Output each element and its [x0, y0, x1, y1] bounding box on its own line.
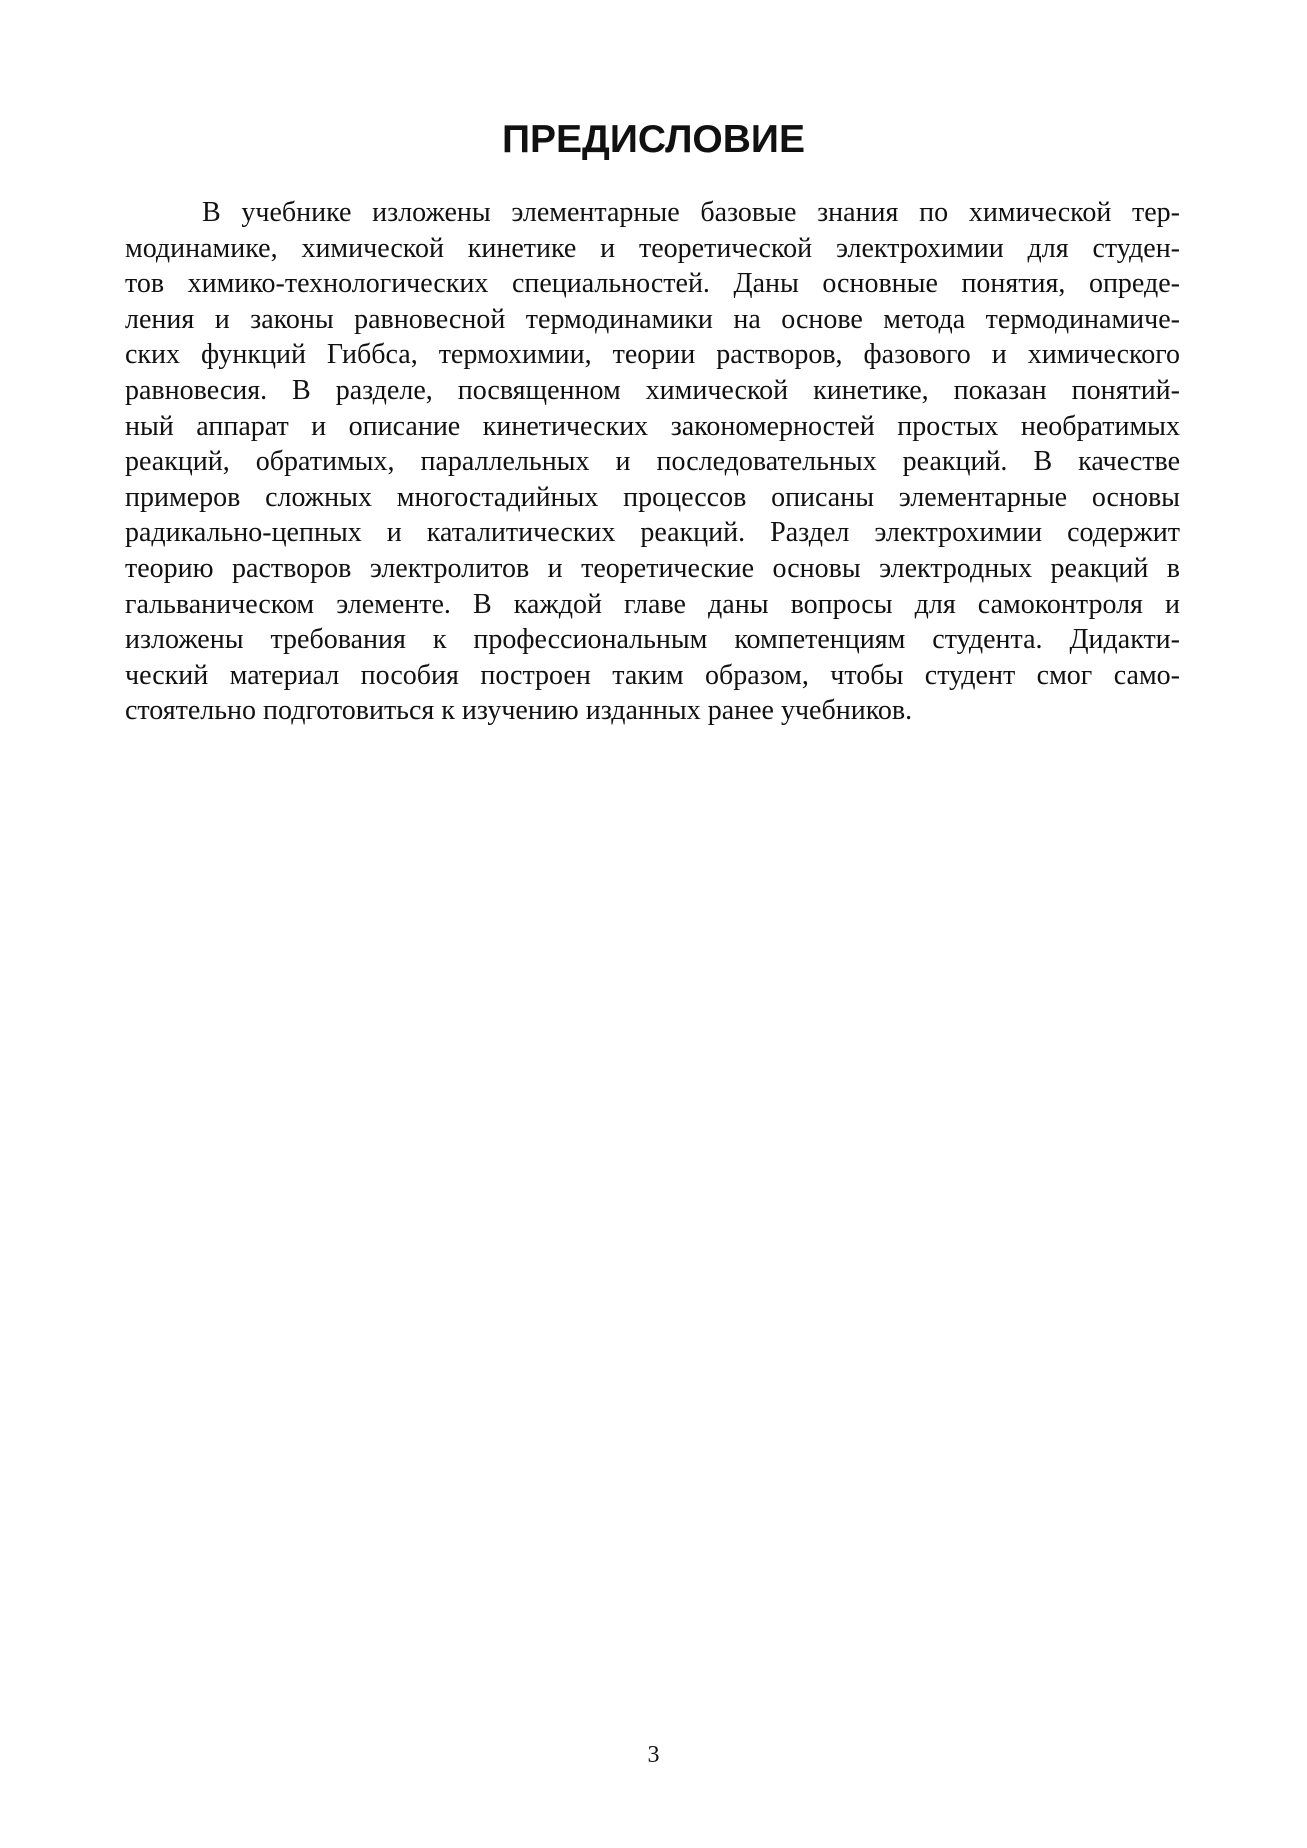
paragraph-line: ческий материал пособия построен таким образом, чтобы студент смог само- [125, 659, 1180, 691]
paragraph-line: ный аппарат и описание кинетических закономерностей простых необратимых [125, 410, 1180, 442]
paragraph-line: изложены требования к профессиональным компетенциям студента. Дидакти- [125, 624, 1180, 656]
paragraph-line: радикально-цепных и каталитических реакций. Раздел электрохимии содержит [125, 517, 1180, 549]
paragraph-line: гальваническом элементе. В каждой главе даны вопросы для самоконтроля и [125, 588, 1180, 620]
page-title: ПРЕДИСЛОВИЕ [502, 118, 805, 161]
paragraph-line: ления и законы равновесной термодинамики на основе метода термодинамиче- [125, 303, 1180, 335]
paragraph-line: примеров сложных многостадийных процессов описаны элементарные основы [125, 481, 1180, 513]
paragraph-line: реакций, обратимых, параллельных и последовательных реакций. В качестве [125, 446, 1180, 478]
paragraph-line: ских функций Гиббса, термохимии, теории растворов, фазового и химического [125, 339, 1180, 371]
paragraph-line: В учебнике изложены элементарные базовые знания по химической тер- [202, 197, 1180, 228]
paragraph-line: равновесия. В разделе, посвященном химической кинетике, показан понятий- [125, 374, 1180, 406]
page-number: 3 [647, 1742, 660, 1768]
preface-paragraph [125, 195, 1180, 729]
paragraph-line: теорию растворов электролитов и теоретические основы электродных реакций в [125, 552, 1180, 584]
paragraph-line: тов химико-технологических специальностей. Даны основные понятия, опреде- [125, 268, 1180, 300]
paragraph-line: стоятельно подготовиться к изучению изданных ранее учебников. [125, 695, 913, 727]
paragraph-line: модинамике, химической кинетике и теоретической электрохимии для студен- [125, 232, 1180, 264]
